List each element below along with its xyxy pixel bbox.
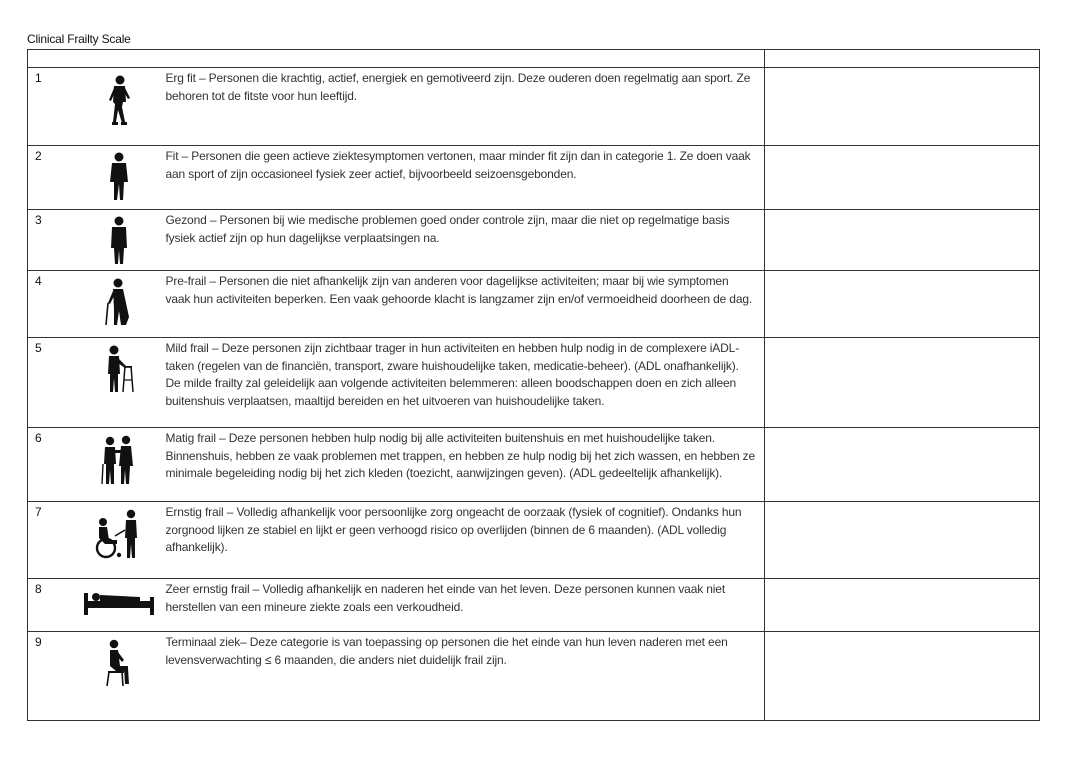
assisted-walking-icon <box>73 428 166 502</box>
row-number: 4 <box>28 271 73 338</box>
blank-cell <box>765 579 1040 632</box>
table-row <box>28 428 1040 502</box>
row-number: 8 <box>28 579 73 632</box>
blank-cell <box>765 632 1040 721</box>
blank-cell <box>765 146 1040 210</box>
blank-cell <box>765 428 1040 502</box>
row-number: 6 <box>28 428 73 502</box>
row-description: Matig frail – Deze personen hebben hulp nodig bij alle activiteiten buitenshuis en met huishoudelijke taken. Binnenshuis, hebben ze vaak problemen met trappen, en hebben ze hulp nodig bij het zich wassen, en hebben ze minimale begeleiding nodig bij het zich kleden (toezicht, aanwijzingen geven). (ADL gedeeltelijk afhankelijk). <box>166 428 765 502</box>
table-row <box>28 632 1040 721</box>
table-row <box>28 338 1040 428</box>
row-description: Fit – Personen die geen actieve ziektesymptomen vertonen, maar minder fit zijn dan in categorie 1. Ze doen vaak aan sport of zijn occasioneel fysiek zeer actief, bijvoorbeeld seizoensgebonden. <box>166 146 765 210</box>
row-number: 7 <box>28 502 73 579</box>
row-number: 3 <box>28 210 73 271</box>
row-description: Mild frail – Deze personen zijn zichtbaar trager in hun activiteiten en hebben hulp nodig in de complexere iADL-taken (regelen van de financiën, transport, zware huishoudelijke taken, medicatie-beheer). (ADL onafhankelijk). De milde frailty zal geleidelijk aan volgende activiteiten belemmeren: alleen boodschappen doen en zich alleen buitenshuis verplaatsen, maaltijd bereiden en het uitvoeren van huishoudelijke taken. <box>166 338 765 428</box>
table-row <box>28 146 1040 210</box>
running-person-icon <box>73 68 166 146</box>
row-description: Gezond – Personen bij wie medische problemen goed onder controle zijn, maar die niet op regelmatige basis fysiek actief zijn op hun dagelijkse verplaatsingen na. <box>166 210 765 271</box>
header-cell-left <box>28 50 765 68</box>
table-row <box>28 579 1040 632</box>
row-number: 1 <box>28 68 73 146</box>
header-cell-right <box>765 50 1040 68</box>
table-row <box>28 271 1040 338</box>
table-row <box>28 210 1040 271</box>
frailty-scale-table <box>27 49 1040 721</box>
row-number: 9 <box>28 632 73 721</box>
row-number: 5 <box>28 338 73 428</box>
row-description: Ernstig frail – Volledig afhankelijk voor persoonlijke zorg ongeacht de oorzaak (fysiek of cognitief). Ondanks hun zorgnood lijken ze stabiel en lijkt er geen verhoogd risico op overlijden (binnen de 6 maanden). (ADL volledig afhankelijk). <box>166 502 765 579</box>
person-with-walker-icon <box>73 338 166 428</box>
table-row <box>28 502 1040 579</box>
standing-person-icon <box>73 210 166 271</box>
blank-cell <box>765 210 1040 271</box>
document-title: Clinical Frailty Scale <box>27 32 131 46</box>
row-number: 2 <box>28 146 73 210</box>
table-row <box>28 68 1040 146</box>
seated-person-icon <box>73 632 166 721</box>
bedridden-icon <box>73 579 166 632</box>
blank-cell <box>765 271 1040 338</box>
walking-person-icon <box>73 146 166 210</box>
row-description: Zeer ernstig frail – Volledig afhankelijk en naderen het einde van het leven. Deze personen kunnen vaak niet herstellen van een mineure ziekte zoals een verkoudheid. <box>166 579 765 632</box>
row-description: Erg fit – Personen die krachtig, actief, energiek en gemotiveerd zijn. Deze ouderen doen regelmatig aan sport. Ze behoren tot de fitste voor hun leeftijd. <box>166 68 765 146</box>
blank-cell <box>765 338 1040 428</box>
wheelchair-icon <box>73 502 166 579</box>
row-description: Pre-frail – Personen die niet afhankelijk zijn van anderen voor dagelijkse activiteiten; maar bij wie symptomen vaak hun activiteiten beperken. Een vaak gehoorde klacht is langzamer zijn en/of vermoeidheid doorheen de dag. <box>166 271 765 338</box>
person-with-cane-icon <box>73 271 166 338</box>
blank-cell <box>765 502 1040 579</box>
blank-cell <box>765 68 1040 146</box>
row-description: Terminaal ziek– Deze categorie is van toepassing op personen die het einde van hun leven naderen met een levensverwachting ≤ 6 maanden, die anders niet duidelijk frail zijn. <box>166 632 765 721</box>
table-header-row <box>28 50 1040 68</box>
